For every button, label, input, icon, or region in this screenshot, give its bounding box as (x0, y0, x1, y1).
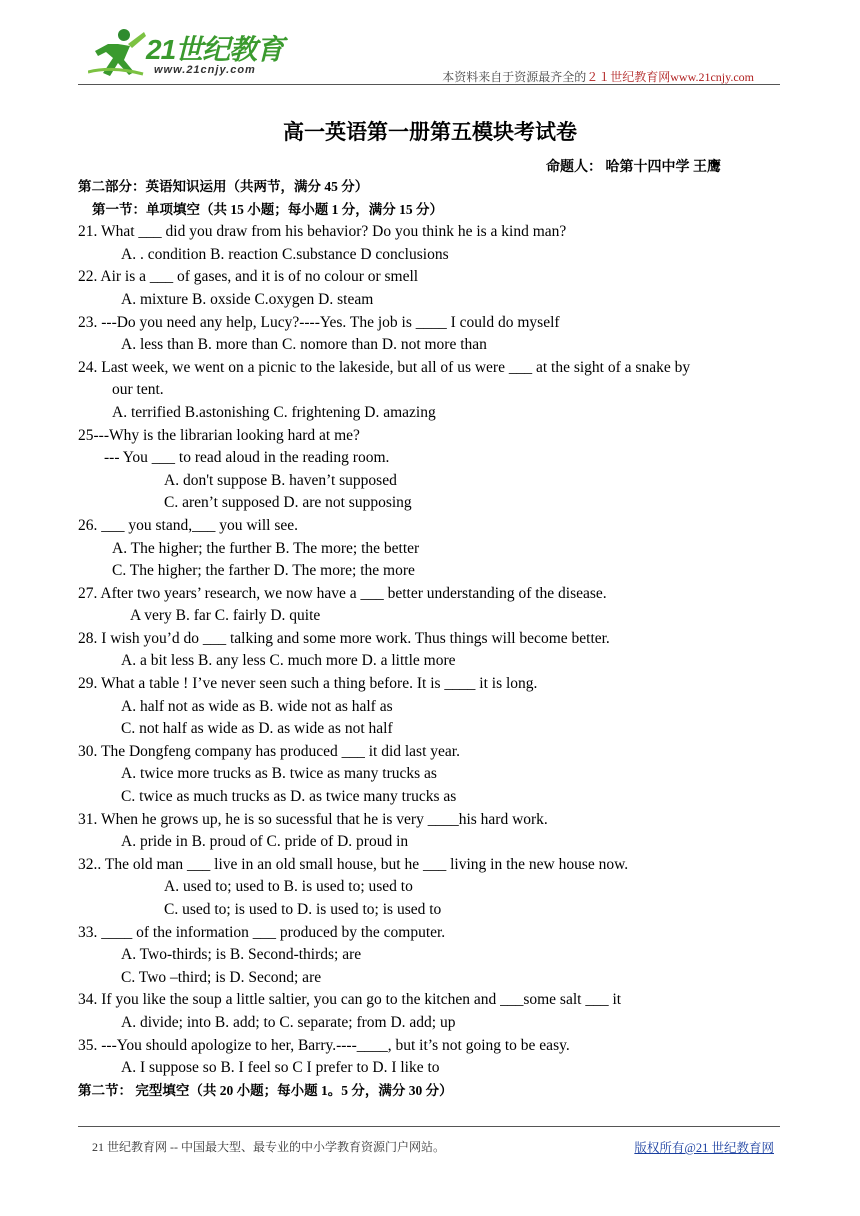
footer-copyright-link[interactable]: 版权所有@21 世纪教育网 (634, 1141, 774, 1155)
question-line: our tent. (112, 381, 164, 399)
question-line: A. divide; into B. add; to C. separate; from D. add; up (121, 1013, 456, 1031)
question-line: C. aren’t supposed D. are not supposing (164, 494, 412, 512)
question-line: 32.. The old man ___ live in an old small house, but he ___ living in the new house now. (78, 855, 629, 873)
question-line: 29. What a table ! I’ve never seen such a thing before. It is ____ it is long. (78, 675, 538, 693)
question-line: A. mixture B. oxside C.oxygen D. steam (121, 290, 374, 308)
question-line: 26. ___ you stand,___ you will see. (78, 516, 298, 534)
footer-left-text: 21 世纪教育网 -- 中国最大型、最专业的中小学教育资源门户网站。 (92, 1140, 445, 1154)
question-line: A. Two-thirds; is B. Second-thirds; are (121, 946, 362, 964)
header-note-prefix: 本资料来自于资源最齐全的 (442, 70, 587, 84)
author-line: 命题人： 哈第十四中学 王鹰 (546, 160, 721, 175)
question-line: 22. Air is a ___ of gases, and it is of no colour or smell (78, 268, 419, 286)
header-note-site[interactable]: ２１世纪教育网 (586, 70, 671, 84)
section-heading: 第二节： 完型填空（共 20 小题；每小题 1。5 分，满分 30 分） (78, 1082, 453, 1098)
question-line: A. pride in B. proud of C. pride of D. proud in (121, 833, 409, 851)
question-line: 31. When he grows up, he is so sucessful that he is very ____his hard work. (78, 810, 548, 828)
question-line: A. . condition B. reaction C.substance D conclusions (121, 245, 449, 263)
question-line: C. Two –third; is D. Second; are (121, 968, 322, 986)
page-header (78, 20, 780, 88)
runner-logo-icon (88, 26, 148, 82)
question-line: A. don't suppose B. haven’t supposed (164, 471, 397, 489)
header-note-url[interactable]: www.21cnjy.com (670, 70, 754, 84)
question-line: A. terrified B.astonishing C. frightening D. amazing (112, 403, 436, 421)
question-line: C. twice as much trucks as D. as twice many trucks as (121, 788, 457, 806)
question-line: 28. I wish you’d do ___ talking and some more work. Thus things will become better. (78, 629, 610, 647)
header-divider (78, 84, 780, 85)
exam-content (78, 176, 788, 1102)
footer-divider (78, 1126, 780, 1127)
question-line: A. half not as wide as B. wide not as half as (121, 697, 393, 715)
question-line: 34. If you like the soup a little saltier, you can go to the kitchen and ___some salt ___ it (78, 991, 622, 1009)
question-line: A. used to; used to B. is used to; used to (164, 878, 413, 896)
logo-url: www.21cnjy.com (154, 64, 256, 76)
site-logo (88, 24, 288, 84)
question-line: A. a bit less B. any less C. much more D. a little more (121, 652, 456, 670)
logo-text: 21世纪教育 (146, 34, 284, 65)
question-line: A. less than B. more than C. nomore than D. not more than (121, 336, 487, 354)
question-line: A very B. far C. fairly D. quite (130, 607, 321, 625)
question-line: 30. The Dongfeng company has produced ___ it did last year. (78, 742, 460, 760)
page-title: 高一英语第一册第五模块考试卷 (283, 120, 577, 144)
question-line: 27. After two years’ research, we now have a ___ better understanding of the disease. (78, 584, 607, 602)
question-line: 24. Last week, we went on a picnic to the lakeside, but all of us were ___ at the sight of a snake by (78, 358, 691, 376)
question-line: 23. ---Do you need any help, Lucy?----Yes. The job is ____ I could do myself (78, 313, 560, 331)
question-line: C. not half as wide as D. as wide as not half (121, 720, 393, 738)
question-line: 33. ____ of the information ___ produced by the computer. (78, 923, 446, 941)
question-line: 21. What ___ did you draw from his behavior? Do you think he is a kind man? (78, 223, 567, 241)
question-line: C. The higher; the farther D. The more; the more (112, 562, 415, 580)
section-heading: 第一节：单项填空（共 15 小题；每小题 1 分，满分 15 分） (92, 201, 443, 217)
question-line: A. twice more trucks as B. twice as many trucks as (121, 765, 437, 783)
question-line: 25---Why is the librarian looking hard at me? (78, 426, 360, 444)
section-heading: 第二部分：英语知识运用（共两节，满分 45 分） (78, 179, 369, 194)
question-line: C. used to; is used to D. is used to; is used to (164, 901, 442, 918)
question-line: 35. ---You should apologize to her, Barry.----____, but it’s not going to be easy. (78, 1036, 570, 1054)
question-line: --- You ___ to read aloud in the reading room. (104, 449, 390, 467)
question-line: A. I suppose so B. I feel so C I prefer to D. I like to (121, 1059, 440, 1077)
header-note (442, 68, 754, 85)
question-line: A. The higher; the further B. The more; the better (112, 539, 420, 557)
